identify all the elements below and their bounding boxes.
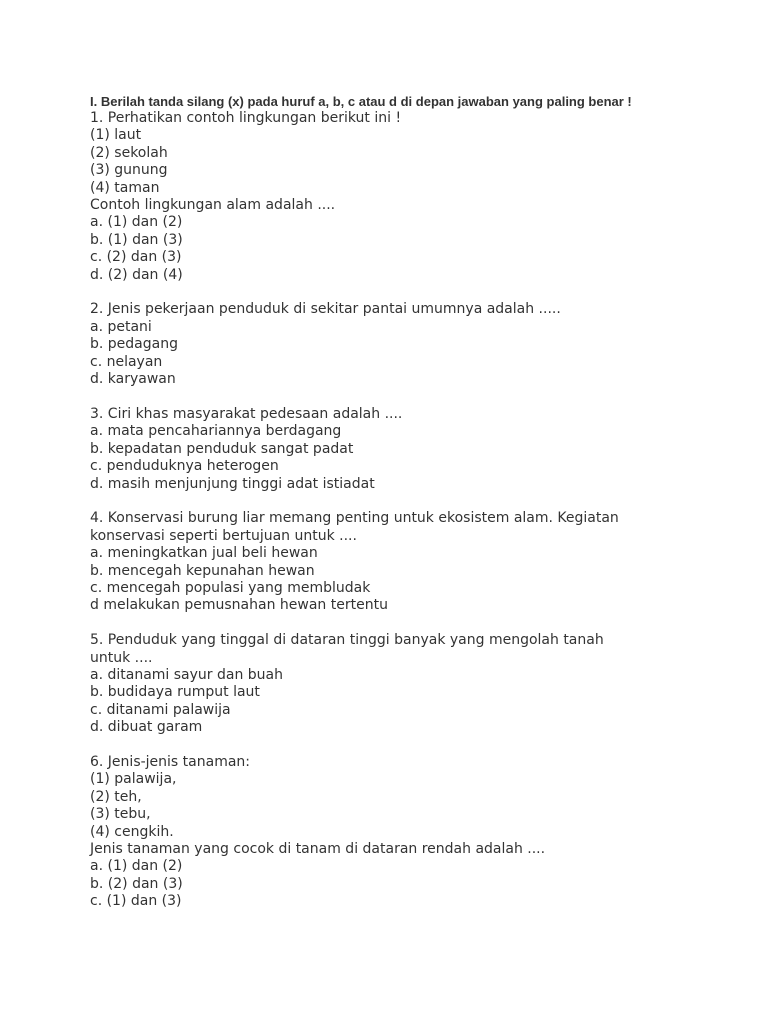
question-1 bbox=[90, 110, 690, 284]
question-line: a. mata pencahariannya berdagang bbox=[90, 423, 342, 440]
question-line: a. petani bbox=[90, 318, 152, 335]
question-line: d melakukan pemusnahan hewan tertentu bbox=[90, 597, 388, 614]
question-line: (1) palawija, bbox=[90, 771, 177, 788]
question-2 bbox=[90, 301, 690, 388]
question-line: c. nelayan bbox=[90, 353, 163, 370]
question-line: d. (2) dan (4) bbox=[90, 266, 183, 283]
question-line: b. budidaya rumput laut bbox=[90, 684, 260, 701]
question-line: b. mencegah kepunahan hewan bbox=[90, 562, 315, 579]
question-line: a. ditanami sayur dan buah bbox=[90, 666, 283, 683]
question-line: a. (1) dan (2) bbox=[90, 214, 183, 231]
question-line: c. penduduknya heterogen bbox=[90, 458, 279, 475]
question-4 bbox=[90, 510, 690, 614]
question-line: konservasi seperti bertujuan untuk .... bbox=[90, 527, 357, 544]
question-line: b. pedagang bbox=[90, 336, 178, 353]
question-line: (1) laut bbox=[90, 127, 142, 144]
question-line: b. (1) dan (3) bbox=[90, 231, 183, 248]
question-line: Contoh lingkungan alam adalah .... bbox=[90, 197, 336, 214]
question-line: (3) tebu, bbox=[90, 806, 151, 823]
question-line: a. meningkatkan jual beli hewan bbox=[90, 545, 318, 562]
question-text: 3. Ciri khas masyarakat pedesaan adalah .... bbox=[90, 405, 403, 422]
question-line: c. (2) dan (3) bbox=[90, 249, 182, 266]
question-spacer bbox=[90, 284, 690, 301]
question-6 bbox=[90, 754, 690, 911]
question-line: c. ditanami palawija bbox=[90, 701, 231, 718]
question-line: Jenis tanaman yang cocok di tanam di dataran rendah adalah .... bbox=[90, 840, 546, 857]
question-text: 4. Konservasi burung liar memang penting untuk ekosistem alam. Kegiatan bbox=[90, 510, 619, 527]
question-line: b. kepadatan penduduk sangat padat bbox=[90, 440, 354, 457]
question-text: 1. Perhatikan contoh lingkungan berikut ini ! bbox=[90, 110, 402, 126]
question-line: (4) cengkih. bbox=[90, 823, 174, 840]
question-line: b. (2) dan (3) bbox=[90, 875, 183, 892]
question-text: 2. Jenis pekerjaan penduduk di sekitar pantai umumnya adalah ..... bbox=[90, 301, 561, 318]
question-line: (3) gunung bbox=[90, 162, 168, 179]
question-text: 5. Penduduk yang tinggal di dataran tinggi banyak yang mengolah tanah bbox=[90, 632, 604, 649]
question-list bbox=[90, 110, 690, 911]
instruction-heading: I. Berilah tanda silang (x) pada huruf a, b, c atau d di depan jawaban yang paling benar ! bbox=[90, 94, 632, 109]
question-spacer bbox=[90, 388, 690, 405]
question-line: d. karyawan bbox=[90, 371, 176, 388]
question-3 bbox=[90, 406, 690, 493]
question-line: (2) sekolah bbox=[90, 144, 168, 161]
question-line: d. dibuat garam bbox=[90, 719, 203, 736]
question-text: 6. Jenis-jenis tanaman: bbox=[90, 753, 250, 770]
question-line: (2) teh, bbox=[90, 788, 142, 805]
question-line: a. (1) dan (2) bbox=[90, 858, 183, 875]
question-line: c. (1) dan (3) bbox=[90, 893, 182, 910]
question-spacer bbox=[90, 493, 690, 510]
question-line: d. masih menjunjung tinggi adat istiadat bbox=[90, 475, 375, 492]
document-page bbox=[90, 93, 690, 911]
question-spacer bbox=[90, 615, 690, 632]
question-line: (4) taman bbox=[90, 179, 160, 196]
question-5 bbox=[90, 632, 690, 736]
question-line: untuk .... bbox=[90, 649, 153, 666]
question-line: c. mencegah populasi yang membludak bbox=[90, 579, 371, 596]
question-spacer bbox=[90, 737, 690, 754]
